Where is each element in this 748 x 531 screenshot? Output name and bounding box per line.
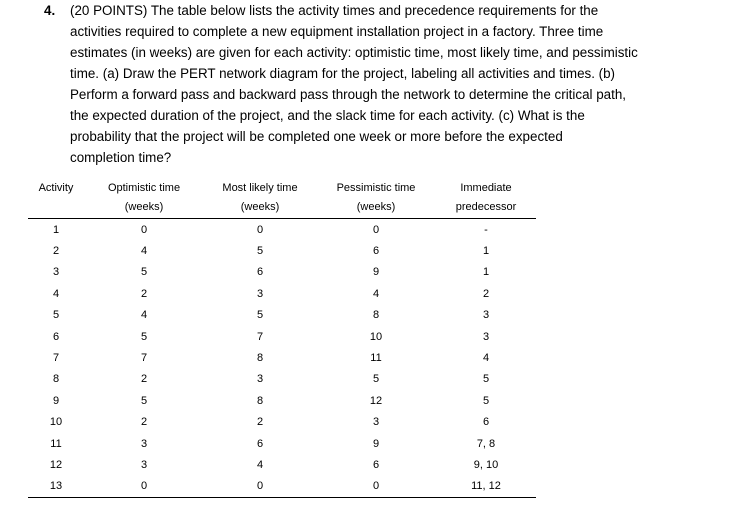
optimistic-cell: 0 [140, 480, 148, 493]
most-likely-cell: 0 [256, 480, 264, 493]
activity-cell: 10 [49, 416, 63, 429]
predecessor-cell: 1 [482, 266, 490, 279]
pessimistic-cell: 9 [372, 437, 380, 450]
header-most-likely-time: Most likely time (weeks) [222, 182, 298, 213]
table-row [28, 412, 536, 433]
table-row [28, 283, 536, 304]
most-likely-cell: 3 [256, 287, 264, 300]
table-row [28, 476, 536, 498]
optimistic-cell: 2 [140, 287, 148, 300]
pessimistic-cell: 0 [372, 480, 380, 493]
pessimistic-cell: 6 [372, 458, 380, 471]
activity-cell: 2 [52, 245, 60, 258]
question-line: the expected duration of the project, and the slack time for each activity. (c) What is the [70, 108, 585, 123]
pessimistic-cell: 9 [372, 266, 380, 279]
pessimistic-cell: 8 [372, 309, 380, 322]
pessimistic-cell: 4 [372, 287, 380, 300]
predecessor-cell: 11, 12 [471, 480, 501, 493]
table-header [28, 178, 536, 219]
table-row [28, 326, 536, 347]
header-activity: Activity [38, 182, 74, 194]
activity-cell: 8 [52, 373, 60, 386]
optimistic-cell: 2 [140, 373, 148, 386]
question-line: time. (a) Draw the PERT network diagram for the project, labeling all activities and times. (b) [70, 66, 616, 81]
activity-cell: 1 [52, 223, 60, 236]
header-row [28, 178, 536, 219]
predecessor-cell: 5 [482, 394, 490, 407]
optimistic-cell: 5 [140, 266, 148, 279]
activity-cell: 12 [49, 458, 63, 471]
question-line: Perform a forward pass and backward pass through the network to determine the critical path, [70, 87, 626, 102]
most-likely-cell: 7 [256, 330, 264, 343]
question-line: (20 POINTS) The table below lists the activity times and precedence requirements for the [70, 3, 599, 18]
activity-cell: 13 [49, 480, 63, 493]
pessimistic-cell: 11 [370, 352, 382, 365]
table-row [28, 390, 536, 411]
table-row [28, 347, 536, 368]
header-pessimistic-time: Pessimistic time (weeks) [336, 182, 416, 213]
optimistic-cell: 0 [140, 223, 148, 236]
most-likely-cell: 5 [256, 245, 264, 258]
optimistic-cell: 4 [140, 245, 148, 258]
header-immediate-predecessor: Immediate predecessor [455, 182, 517, 213]
predecessor-cell: 7, 8 [476, 437, 496, 450]
predecessor-cell: 4 [482, 352, 490, 365]
predecessor-cell: 3 [482, 309, 490, 322]
predecessor-cell: 2 [482, 287, 490, 300]
table-row [28, 454, 536, 475]
predecessor-cell: 1 [482, 245, 490, 258]
table-row [28, 433, 536, 454]
most-likely-cell: 0 [256, 223, 264, 236]
predecessor-cell: 3 [482, 330, 490, 343]
table-row [28, 219, 536, 241]
activity-cell: 6 [52, 330, 60, 343]
question-line: activities required to complete a new equipment installation project in a factory. Three time [70, 24, 604, 39]
predecessor-cell: - [484, 223, 488, 236]
pessimistic-cell: 6 [372, 245, 380, 258]
pessimistic-cell: 0 [372, 223, 380, 236]
activity-cell: 4 [52, 287, 60, 300]
question-line: estimates (in weeks) are given for each activity: optimistic time, most likely time, and pessimistic [70, 45, 638, 60]
predecessor-cell: 6 [482, 416, 490, 429]
activity-cell: 7 [52, 352, 60, 365]
optimistic-cell: 3 [140, 437, 148, 450]
optimistic-cell: 5 [140, 330, 148, 343]
table-row [28, 369, 536, 390]
activity-table [28, 178, 536, 498]
activity-cell: 5 [52, 309, 60, 322]
pessimistic-cell: 12 [369, 394, 383, 407]
pessimistic-cell: 3 [372, 416, 380, 429]
header-optimistic-time: Optimistic time (weeks) [107, 182, 181, 213]
most-likely-cell: 3 [256, 373, 264, 386]
optimistic-cell: 3 [140, 458, 148, 471]
most-likely-cell: 6 [256, 266, 264, 279]
predecessor-cell: 5 [482, 373, 490, 386]
question-number: 4. [44, 3, 56, 18]
table-row [28, 240, 536, 261]
table-row [28, 305, 536, 326]
table-row [28, 262, 536, 283]
most-likely-cell: 8 [256, 394, 264, 407]
most-likely-cell: 4 [256, 458, 264, 471]
most-likely-cell: 2 [256, 416, 264, 429]
most-likely-cell: 8 [256, 352, 264, 365]
question-text [70, 0, 734, 168]
question-line: completion time? [70, 150, 172, 165]
pessimistic-cell: 5 [372, 373, 380, 386]
question-line: probability that the project will be completed one week or more before the expected [70, 129, 563, 144]
optimistic-cell: 4 [140, 309, 148, 322]
predecessor-cell: 9, 10 [473, 458, 499, 471]
activity-cell: 11 [50, 437, 62, 450]
optimistic-cell: 2 [140, 416, 148, 429]
activity-cell: 3 [52, 266, 60, 279]
most-likely-cell: 5 [256, 309, 264, 322]
pessimistic-cell: 10 [369, 330, 383, 343]
optimistic-cell: 5 [140, 394, 148, 407]
table-body [28, 219, 536, 498]
most-likely-cell: 6 [256, 437, 264, 450]
activity-cell: 9 [52, 394, 60, 407]
optimistic-cell: 7 [140, 352, 148, 365]
